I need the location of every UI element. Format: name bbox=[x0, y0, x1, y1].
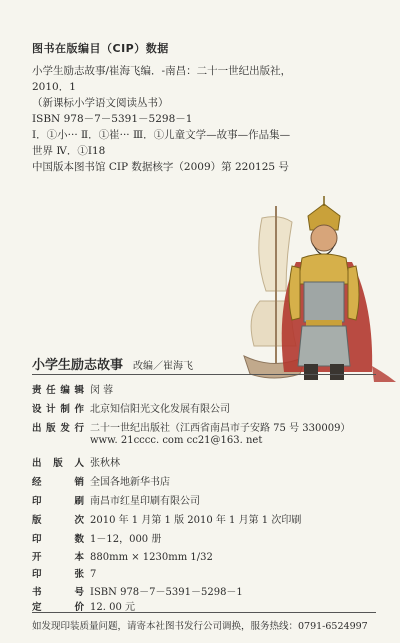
cip-title: 图书在版编目（CIP）数据 bbox=[32, 42, 169, 55]
colophon-label: 定价 bbox=[32, 602, 84, 613]
cip-line: 小学生励志故事/崔海飞编．-南昌：二十一世纪出版社， bbox=[32, 65, 292, 77]
colophon-row bbox=[32, 419, 350, 434]
warrior bbox=[282, 196, 396, 382]
colophon-row bbox=[32, 530, 161, 545]
footer-notice: 如发现印装质量问题，请寄本社图书发行公司调换，服务热线：0791-6524997 bbox=[32, 621, 368, 632]
cip-line: Ⅰ．①小··· Ⅱ．①崔··· Ⅲ．①儿童文学—故事—作品集— bbox=[32, 129, 291, 141]
colophon-row bbox=[32, 598, 135, 613]
colophon-label: 印刷 bbox=[32, 496, 84, 507]
colophon-value: 7 bbox=[90, 569, 97, 580]
colophon-label: 版次 bbox=[32, 515, 84, 526]
colophon-label: 出版人 bbox=[32, 458, 84, 469]
colophon-value: 张秋林 bbox=[90, 458, 120, 469]
colophon-value: 全国各地新华书店 bbox=[90, 477, 170, 488]
book-title-text: 小学生励志故事 bbox=[32, 358, 124, 373]
cip-line: 2010．1 bbox=[32, 81, 76, 93]
colophon-value: 二十一世纪出版社（江西省南昌市子安路 75 号 330009） bbox=[90, 423, 351, 434]
colophon-row bbox=[32, 511, 301, 526]
colophon-row bbox=[32, 400, 230, 415]
colophon-row bbox=[32, 583, 243, 598]
colophon-row bbox=[32, 381, 113, 396]
cip-line: ISBN 978－7－5391－5298－1 bbox=[32, 113, 193, 125]
book-title bbox=[32, 354, 193, 373]
colophon-row bbox=[32, 473, 170, 488]
colophon-value: 2010 年 1 月第 1 版 2010 年 1 月第 1 次印刷 bbox=[90, 515, 302, 526]
colophon-value: 12. 00 元 bbox=[90, 602, 135, 613]
divider-bottom bbox=[32, 612, 376, 613]
cip-line: （新课标小学语文阅读丛书） bbox=[32, 97, 169, 109]
colophon-label: 经销 bbox=[32, 477, 84, 488]
colophon-value: 1－12，000 册 bbox=[90, 534, 162, 545]
colophon-value: 闵 蓉 bbox=[90, 385, 114, 396]
colophon-row bbox=[32, 492, 200, 507]
book-adapter: 改编／崔海飞 bbox=[133, 361, 194, 372]
colophon-value: 880mm × 1230mm 1/32 bbox=[90, 552, 213, 563]
colophon-label: 印数 bbox=[32, 534, 84, 545]
cip-line: 世界 Ⅳ．①I18 bbox=[32, 145, 106, 157]
colophon-label: 责任编辑 bbox=[32, 385, 84, 396]
colophon-label: 书号 bbox=[32, 587, 84, 598]
colophon-label: 出版发行 bbox=[32, 423, 84, 434]
colophon-label: 开本 bbox=[32, 552, 84, 563]
colophon-label: 印张 bbox=[32, 569, 84, 580]
colophon-value: 南昌市红星印刷有限公司 bbox=[90, 496, 200, 507]
cip-line: 中国版本图书馆 CIP 数据核字（2009）第 220125 号 bbox=[32, 161, 289, 173]
publisher-contact: www. 21cccc. com cc21@163. net bbox=[90, 435, 263, 446]
colophon-row bbox=[32, 454, 120, 469]
colophon-row bbox=[32, 549, 213, 563]
colophon-row bbox=[32, 566, 96, 580]
divider-top bbox=[32, 374, 376, 375]
colophon-value: ISBN 978－7－5391－5298－1 bbox=[90, 587, 243, 598]
colophon-value: 北京知信阳光文化发展有限公司 bbox=[90, 404, 230, 415]
colophon-label: 设计制作 bbox=[32, 404, 84, 415]
